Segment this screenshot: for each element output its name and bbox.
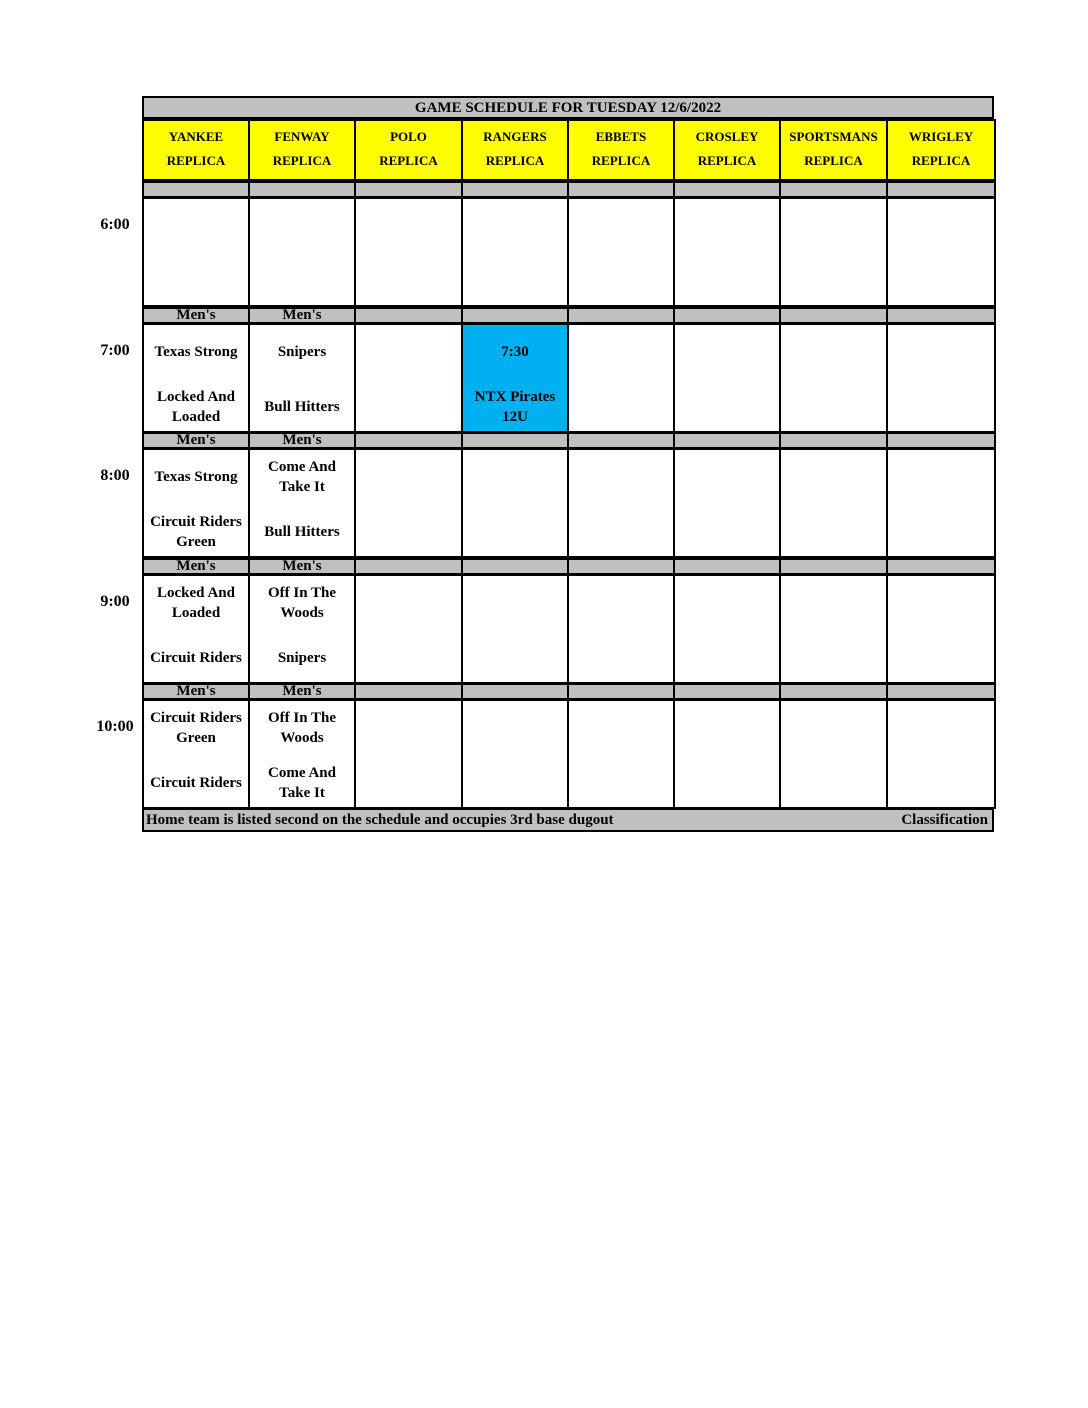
game-cell [886, 197, 996, 307]
classification-band [779, 432, 888, 449]
home-team: Bull Hitters [264, 524, 340, 540]
field-subtitle: REPLICA [591, 153, 651, 168]
home-team: NTX Pirates 12U [474, 389, 556, 425]
classification-band: Men's [248, 683, 356, 700]
away-team: Texas Strong [154, 344, 238, 360]
field-name: CROSLEY [695, 129, 759, 144]
game-cell [461, 574, 569, 684]
game-cell [673, 323, 781, 433]
game-cell [779, 197, 888, 307]
classification-band [886, 432, 996, 449]
game-cell [779, 699, 888, 809]
game-cell [886, 448, 996, 558]
game-cell [567, 574, 675, 684]
field-subtitle: REPLICA [272, 153, 332, 168]
classification-band [354, 558, 463, 575]
classification-band [461, 181, 569, 198]
game-cell [142, 448, 250, 558]
field-subtitle: REPLICA [485, 153, 545, 168]
game-cell [461, 197, 569, 307]
time-label: 9:00 [100, 593, 130, 610]
classification-band [673, 307, 781, 324]
classification-band [567, 432, 675, 449]
field-name: YANKEE [168, 129, 224, 144]
game-cell [461, 323, 569, 433]
game-cell [248, 448, 356, 558]
classification-label: Classification [901, 812, 988, 828]
classification-band [461, 558, 569, 575]
classification-band [779, 683, 888, 700]
away-team: Locked And Loaded [157, 585, 235, 621]
classification-band: Men's [142, 683, 250, 700]
classification-band [779, 307, 888, 324]
classification-band: Men's [142, 558, 250, 575]
classification-band [673, 181, 781, 198]
classification-band [461, 432, 569, 449]
time-label: 8:00 [100, 467, 130, 484]
classification-band [673, 683, 781, 700]
time-label: 7:00 [100, 342, 130, 359]
home-team: Circuit Riders Green [150, 514, 242, 550]
game-cell [142, 574, 250, 684]
classification-band [142, 181, 250, 198]
field-name: EBBETS [595, 129, 647, 144]
home-team: Circuit Riders [150, 775, 242, 791]
game-cell [248, 197, 356, 307]
field-header-sportsmans [779, 119, 888, 181]
classification-band [354, 683, 463, 700]
game-cell [248, 323, 356, 433]
away-team: Snipers [277, 344, 327, 360]
away-team: Off In The Woods [267, 710, 337, 746]
game-cell [461, 448, 569, 558]
classification-band: Men's [248, 307, 356, 324]
game-cell [354, 323, 463, 433]
field-header-polo [354, 119, 463, 181]
game-cell [886, 323, 996, 433]
field-subtitle: REPLICA [697, 153, 757, 168]
game-cell [248, 699, 356, 809]
field-name: POLO [390, 129, 427, 144]
classification-band [567, 558, 675, 575]
field-name: SPORTSMANS [789, 129, 878, 144]
classification-band [461, 683, 569, 700]
classification-band [461, 307, 569, 324]
field-header-rangers [461, 119, 569, 181]
game-cell [567, 699, 675, 809]
schedule-title: GAME SCHEDULE FOR TUESDAY 12/6/2022 [142, 96, 994, 119]
field-name: WRIGLEY [908, 129, 974, 144]
game-cell [567, 323, 675, 433]
classification-band [779, 558, 888, 575]
field-header-wrigley [886, 119, 996, 181]
game-cell [354, 197, 463, 307]
game-cell [886, 574, 996, 684]
away-team: 7:30 [501, 344, 529, 360]
classification-band: Men's [142, 432, 250, 449]
schedule-footer [142, 808, 994, 832]
away-team: Off In The Woods [267, 585, 337, 621]
classification-band: Men's [248, 558, 356, 575]
classification-band: Men's [248, 432, 356, 449]
time-label: 10:00 [96, 718, 134, 735]
game-cell [673, 574, 781, 684]
game-cell [142, 699, 250, 809]
game-cell [248, 574, 356, 684]
classification-band [567, 307, 675, 324]
game-cell [567, 197, 675, 307]
classification-band [673, 558, 781, 575]
field-subtitle: REPLICA [166, 153, 226, 168]
field-header-ebbets [567, 119, 675, 181]
home-team: Bull Hitters [264, 399, 340, 415]
classification-band [886, 181, 996, 198]
field-header-yankee [142, 119, 250, 181]
game-cell [673, 448, 781, 558]
game-cell [142, 323, 250, 433]
game-cell [354, 699, 463, 809]
time-label: 6:00 [100, 216, 130, 233]
game-cell [779, 448, 888, 558]
classification-band [567, 683, 675, 700]
field-subtitle: REPLICA [804, 153, 863, 168]
game-cell [886, 699, 996, 809]
game-cell [354, 448, 463, 558]
classification-band [673, 432, 781, 449]
game-cell [142, 197, 250, 307]
field-subtitle: REPLICA [379, 153, 438, 168]
away-team: Circuit Riders Green [150, 710, 242, 746]
home-team: Circuit Riders [150, 650, 242, 666]
home-team: Locked And Loaded [157, 389, 235, 425]
classification-band [886, 683, 996, 700]
field-header-crosley [673, 119, 781, 181]
classification-band [886, 558, 996, 575]
classification-band [567, 181, 675, 198]
classification-band [886, 307, 996, 324]
game-cell [461, 699, 569, 809]
away-team: Come And Take It [268, 459, 336, 495]
away-team: Texas Strong [154, 469, 238, 485]
game-cell [354, 574, 463, 684]
field-name: FENWAY [274, 129, 330, 144]
home-team: Come And Take It [268, 765, 336, 801]
home-team: Snipers [277, 650, 327, 666]
game-cell [779, 574, 888, 684]
field-header-fenway [248, 119, 356, 181]
game-cell [673, 699, 781, 809]
classification-band [248, 181, 356, 198]
classification-band: Men's [142, 307, 250, 324]
home-team-note: Home team is listed second on the schedule and occupies 3rd base dugout [146, 812, 614, 828]
game-cell [779, 323, 888, 433]
classification-band [354, 432, 463, 449]
game-cell [673, 197, 781, 307]
game-cell [567, 448, 675, 558]
field-subtitle: REPLICA [911, 153, 971, 168]
classification-band [354, 181, 463, 198]
classification-band [779, 181, 888, 198]
field-name: RANGERS [483, 129, 547, 144]
classification-band [354, 307, 463, 324]
